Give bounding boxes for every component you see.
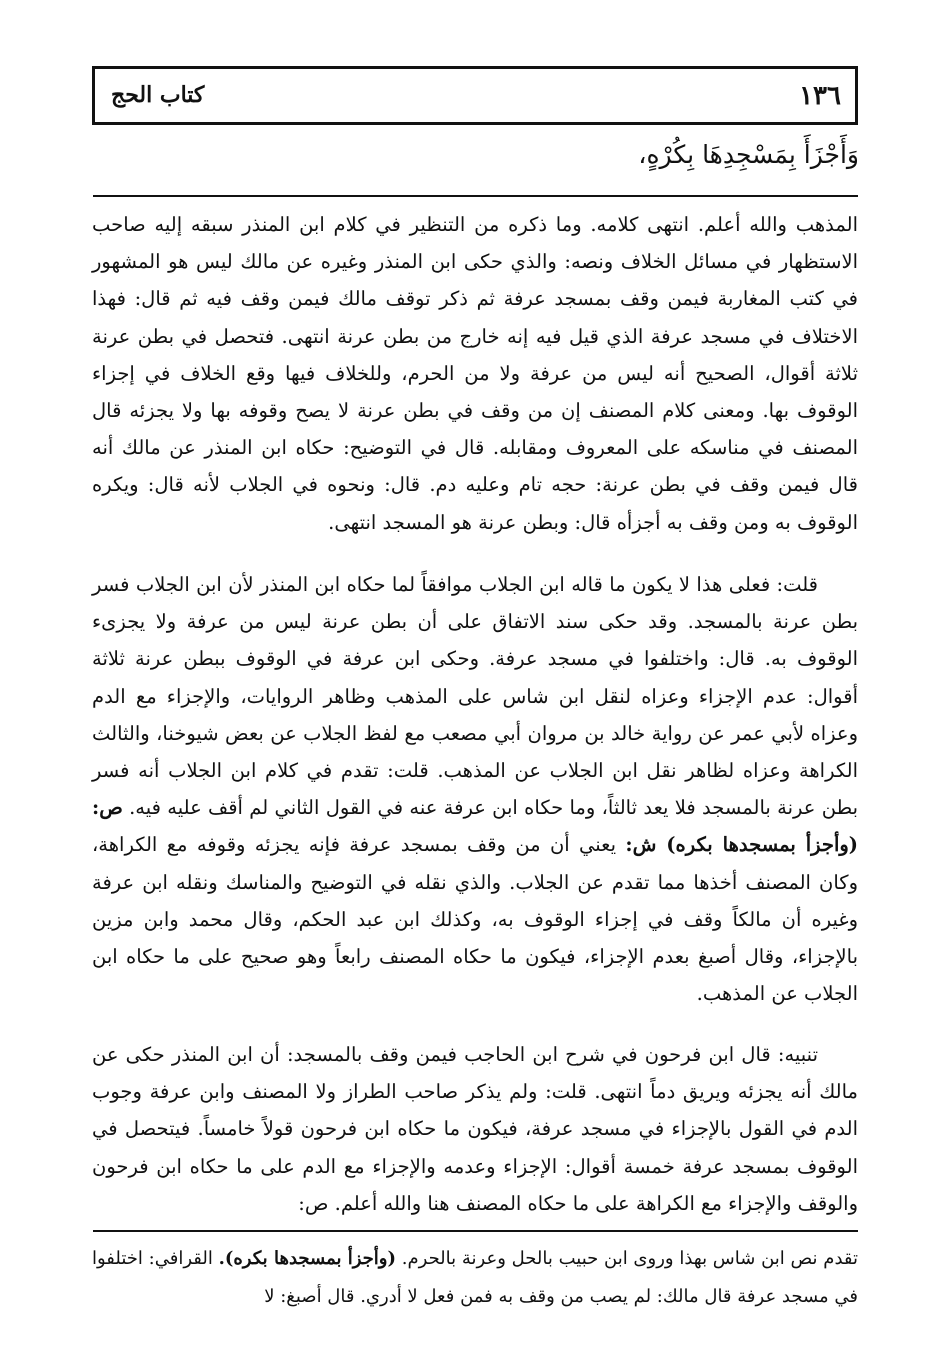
body-paragraph-3: تنبيه: قال ابن فرحون في شرح ابن الحاجب فيمن وقف بالمسجد: أن ابن المنذر حكى عن مالك أنه يجزئه ويريق دماً انتهى. قلت: ولم يذكر صاحب الطراز ولا المصنف وابن عرفة وجوب الدم في القول بالإجزاء في مسجد عرفة، فيكون ما حكاه ابن فرحون قولاً خامساً. فيتحصل في الوقوف بمسجد عرفة خمسة أقوال: الإجزاء وعدمه والإجزاء مع الدم على ما حكاه ابن فرحون والوقف والإجزاء مع الكراهة على ما حكاه المصنف هنا والله أعلم. ص: <box>92 1043 858 1215</box>
body-paragraph-1: المذهب والله أعلم. انتهى كلامه. وما ذكره من التنظير في كلام ابن المنذر سبقه إليه صاحب الاستظهار في مسائل الخلاف ونصه: والذي حكى ابن المنذر وغيره عن مالك ليس هو المشهور في كتب المغاربة فيمن وقف بمسجد عرفة ثم ذكر توقف مالك فيمن وقف فيه ثم قال: فهذا الاختلاف في مسجد عرفة الذي قيل فيه إنه خارج من بطن عرنة انتهى. فتحصل في بطن عرنة ثلاثة أقوال، الصحيح أنه ليس من عرفة ولا من الحرم، وللخلاف فيها وقع الخلاف في إجزاء الوقوف بها. ومعنى كلام المصنف إن من وقف في بطن عرنة لا يصح وقوفه بها ولا يجزئه قال المصنف في مناسكه على المعروف ومقابله. قال في التوضيح: حكاه ابن المنذر عن مالك أنه قال فيمن وقف في بطن عرنة: حجه تام وعليه دم. قال: ونحوه في الجلاب لأنه قال: ويكره الوقوف به ومن وقف به أجزأه قال: وبطن عرنة هو المسجد انتهى. <box>92 213 859 534</box>
body-paragraph-2 <box>92 566 858 1012</box>
footnote-matn-quote: (وأجزأ بمسجدها بكره). <box>218 1248 397 1269</box>
matn-quote: ص: (وأجزأ بمسجدها بكره) ش: <box>92 796 859 857</box>
page-number: ١٣٦ <box>799 81 841 111</box>
matn-text: وَأَجْزَأَ بِمَسْجِدِهَا بِكُرْهٍ، <box>638 140 859 169</box>
footnote-part-2: القرافي: اختلفوا في مسجد عرفة قال مالك: لم يصب من وقف به فمن فعل لا أدري. قال أصبغ: لا <box>92 1248 858 1307</box>
footnote-divider <box>93 1230 858 1232</box>
body-paragraph-2-part-2: يعني أن من وقف بمسجد عرفة فإنه يجزئه وقوفه مع الكراهة، وكان المصنف أخذها مما تقدم عن الجلاب. والذي نقله في التوضيح والمناسك ونقله ابن عرفة وغيره أن مالكاً وقف في إجزاء الوقوف به، وكذلك ابن عبد الحكم، وقال محمد وابن مزين بالإجزاء، وقال أصبغ بعدم الإجزاء، فيكون ما حكاه المصنف رابعاً وهو صحيح على ما حكاه ابن الجلاب عن المذهب. <box>92 833 858 1006</box>
body-paragraph-2-part-1: قلت: فعلى هذا لا يكون ما قاله ابن الجلاب موافقاً لما حكاه ابن المنذر لأن ابن الجلاب فسر بطن عرنة بالمسجد. وقد حكى سند الاتفاق على أن بطن عرنة ليس من عرفة ولا يجزىء الوقوف به. قال: واختلفوا في مسجد عرفة. وحكى ابن عرفة في الوقوف ببطن عرنة ثلاثة أقوال: عدم الإجزاء وعزاه لنقل ابن شاس على المذهب وظاهر الروايات، والإجزاء مع الدم وعزاه لأبي عمر عن رواية خالد بن مروان أبي مصعب مع لفظ الجلاب عن بعض شيوخنا، والثالث الكراهة وعزاه لظاهر نقل ابن الجلاب عن المذهب. قلت: تقدم في كلام ابن الجلاب أنه فسر بطن عرنة بالمسجد فلا يعد ثالثاً، وما حكاه ابن عرفة عنه في القول الثاني لم أقف عليه فيه. <box>92 573 858 820</box>
running-header <box>92 66 858 125</box>
book-title: كتاب الحج <box>111 82 205 108</box>
footnote-part-1: تقدم نص ابن شاس بهذا وروى ابن حبيب بالحل وعرنة بالحرم. <box>401 1248 859 1269</box>
footnote <box>92 1240 858 1316</box>
top-divider <box>93 195 858 197</box>
